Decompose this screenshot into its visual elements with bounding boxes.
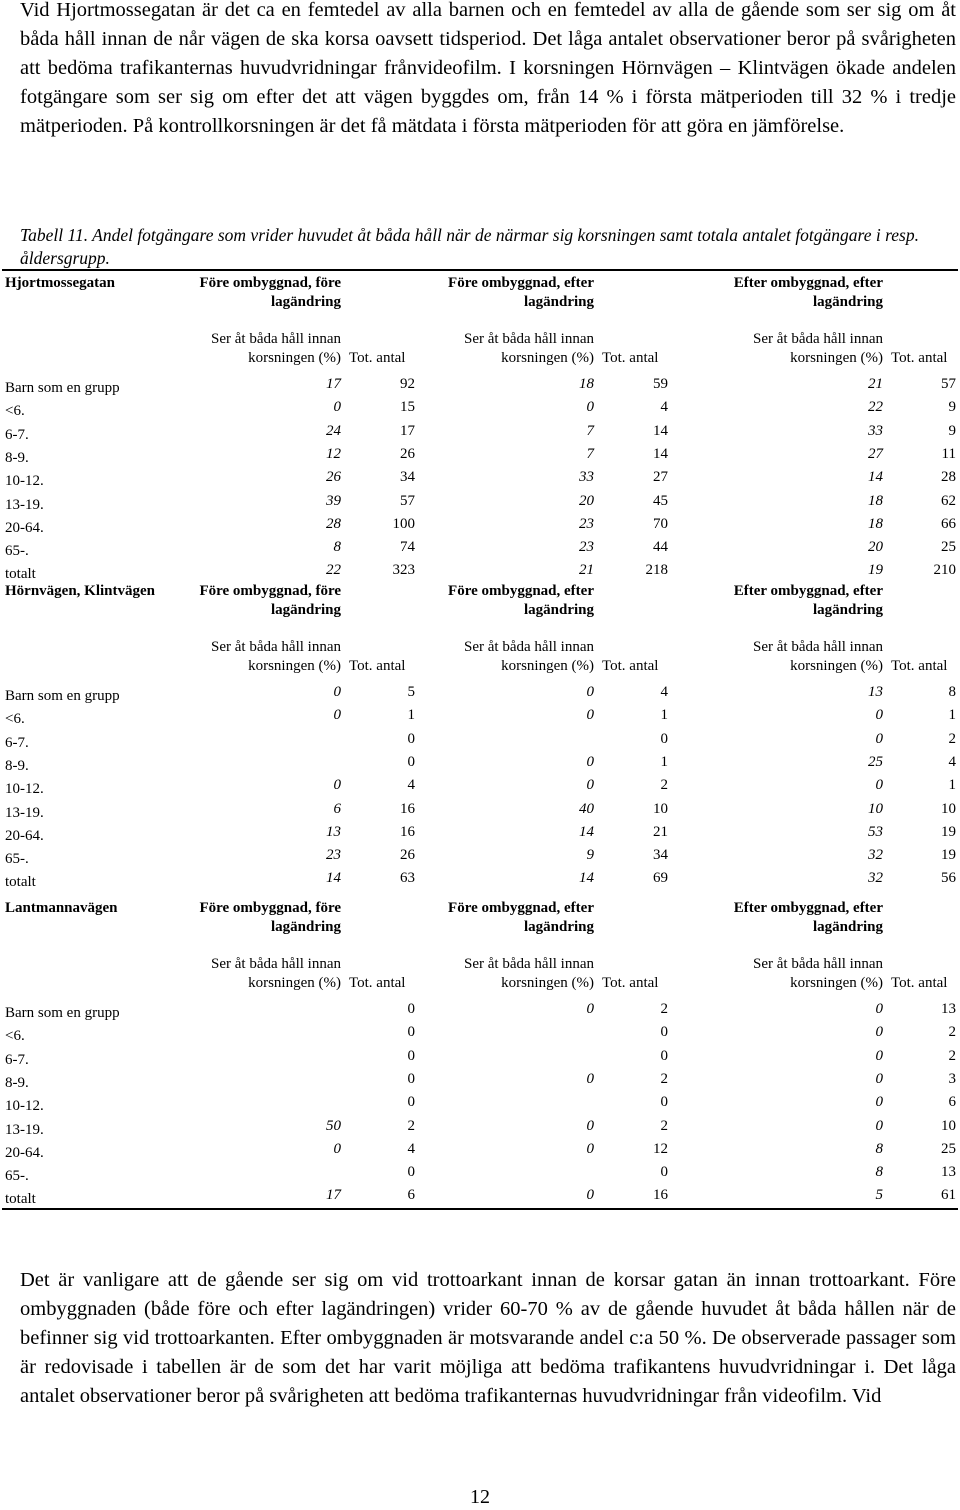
- table-row: [0, 375, 960, 398]
- table-row: [0, 823, 960, 846]
- row-label: 20-64.: [5, 519, 44, 536]
- total-cell: 1: [660, 753, 668, 770]
- row-label: totalt: [5, 1191, 36, 1208]
- share-cell: 0: [333, 777, 341, 794]
- share-cell: 39: [326, 492, 341, 509]
- table-row: [0, 538, 960, 561]
- row-label: Barn som en grupp: [5, 380, 120, 396]
- total-cell: 26: [400, 847, 415, 864]
- section-name: Lantmannavägen: [5, 900, 118, 916]
- total-cell: 14: [653, 445, 668, 462]
- share-cell: 0: [586, 1070, 594, 1087]
- total-cell: 0: [407, 730, 415, 747]
- total-cell: 56: [941, 870, 956, 887]
- total-cell: 13: [941, 1164, 956, 1181]
- share-cell: 13: [868, 684, 883, 700]
- total-cell: 1: [948, 707, 956, 724]
- total-cell: 28: [941, 469, 956, 486]
- total-cell: 25: [941, 1140, 956, 1157]
- share-column-header: Ser åt båda håll innan korsningen (%): [464, 639, 594, 674]
- share-cell: 19: [868, 562, 883, 579]
- total-cell: 44: [653, 539, 668, 556]
- share-cell: 0: [875, 777, 883, 794]
- row-label: 13-19.: [5, 804, 44, 821]
- total-cell: 21: [653, 823, 668, 840]
- total-cell: 14: [653, 422, 668, 439]
- total-cell: 10: [941, 1117, 956, 1134]
- total-cell: 45: [653, 492, 668, 509]
- row-label: 8-9.: [5, 757, 29, 774]
- total-cell: 16: [400, 823, 415, 840]
- total-cell: 0: [407, 1164, 415, 1181]
- total-cell: 61: [941, 1187, 956, 1204]
- row-label: 13-19.: [5, 1121, 44, 1138]
- total-column-header: Tot. antal: [602, 975, 659, 991]
- total-cell: 19: [941, 823, 956, 840]
- total-cell: 0: [407, 1070, 415, 1087]
- share-column-header: Ser åt båda håll innan korsningen (%): [753, 639, 883, 674]
- share-cell: 27: [868, 445, 883, 462]
- share-cell: 32: [868, 870, 883, 887]
- total-column-header: Tot. antal: [891, 350, 948, 366]
- total-cell: 2: [948, 1024, 956, 1041]
- total-cell: 70: [653, 515, 668, 532]
- total-cell: 11: [941, 445, 956, 462]
- share-cell: 0: [586, 777, 594, 794]
- total-cell: 1: [948, 777, 956, 794]
- total-cell: 16: [400, 800, 415, 817]
- intro-paragraph: Vid Hjortmossegatan är det ca en femtedel av alla barnen och en femtedel av alla de gående som ser sig om åt båda håll innan de når vägen de ska korsa oavsett tidsperiod. Det låga antalet observationer beror på svårigheten att bedöma trafikanternas huvudvridningar frånvideofilm. I korsningen Hörnvägen – Klintvägen ökade andelen fotgängare som ser sig om efter det att vägen byggdes om, från 14 % i första mätperioden till 32 % i tredje mätperioden. På kontrollkorsningen är det få mätdata i första mätperioden för att göra en jämförelse.: [20, 0, 956, 137]
- row-label: 6-7.: [5, 1051, 29, 1068]
- total-cell: 4: [407, 1140, 415, 1157]
- share-cell: 0: [875, 1070, 883, 1087]
- total-cell: 210: [933, 562, 956, 579]
- share-cell: 40: [579, 800, 594, 817]
- total-cell: 2: [948, 730, 956, 747]
- share-column-header: Ser åt båda håll innan korsningen (%): [464, 956, 594, 991]
- table-row: [0, 753, 960, 776]
- total-cell: 9: [948, 422, 956, 439]
- share-cell: 0: [586, 399, 594, 416]
- section-name: Hjortmossegatan: [5, 275, 115, 291]
- total-cell: 57: [941, 376, 956, 392]
- total-cell: 74: [400, 539, 415, 556]
- total-cell: 19: [941, 847, 956, 864]
- table-row: [0, 398, 960, 421]
- section-header: [0, 578, 960, 674]
- share-column-header: Ser åt båda håll innan korsningen (%): [753, 956, 883, 991]
- section-header: [0, 895, 960, 991]
- body-paragraph: Det är vanligare att de gående ser sig om vid trottoarkant innan de korsar gatan än innan trottoarkant. Före ombyggnaden (både före och efter lagändringen) vrider 60-70 % av de gående huvudet åt båda hållen när de befinner sig vid trottoarkanten. Efter ombyggnaden är motsvarande andel c:a 50 %. De observerade passager som är redovisade i tabellen är de som det har varit möjliga att bedöma trafikantens huvudvridningar i. Det låga antalet observationer beror på svårigheten att bedöma trafikanternas huvudvridningar från videofilm. Vid: [20, 1269, 956, 1407]
- share-cell: 20: [868, 539, 883, 556]
- row-label: 8-9.: [5, 449, 29, 466]
- total-column-header: Tot. antal: [891, 975, 948, 991]
- total-cell: 63: [400, 870, 415, 887]
- table-row: [0, 730, 960, 753]
- table-caption: Tabell 11. Andel fotgängare som vrider huvudet åt båda håll när de närmar sig korsningen samt totala antalet fotgängare i resp. åldersgrupp.: [20, 225, 919, 268]
- total-cell: 0: [660, 1024, 668, 1041]
- row-label: Barn som en grupp: [5, 688, 120, 704]
- total-cell: 0: [407, 753, 415, 770]
- period-header: Efter ombyggnad, efter lagändring: [733, 583, 883, 618]
- total-cell: 4: [948, 753, 956, 770]
- share-column-header: Ser åt båda håll innan korsningen (%): [464, 331, 594, 366]
- share-cell: 22: [326, 562, 341, 579]
- table-row: [0, 800, 960, 823]
- total-cell: 100: [392, 515, 415, 532]
- share-cell: 0: [875, 1094, 883, 1111]
- total-cell: 3: [948, 1070, 956, 1087]
- total-column-header: Tot. antal: [349, 975, 406, 991]
- period-header: Före ombyggnad, före lagändring: [199, 900, 341, 935]
- row-label: 13-19.: [5, 496, 44, 513]
- table-row: [0, 1047, 960, 1070]
- share-cell: 10: [868, 800, 883, 817]
- total-cell: 25: [941, 539, 956, 556]
- share-cell: 6: [333, 800, 341, 817]
- share-cell: 23: [326, 847, 341, 864]
- share-cell: 0: [586, 1187, 594, 1204]
- total-cell: 6: [407, 1187, 415, 1204]
- total-cell: 92: [400, 376, 415, 392]
- share-cell: 21: [868, 376, 883, 392]
- share-cell: 25: [868, 753, 883, 770]
- share-cell: 22: [868, 399, 883, 416]
- table-row: [0, 422, 960, 445]
- total-cell: 2: [660, 1117, 668, 1134]
- period-header: Före ombyggnad, efter lagändring: [448, 275, 594, 310]
- total-cell: 0: [407, 1001, 415, 1017]
- total-cell: 13: [941, 1001, 956, 1017]
- total-cell: 59: [653, 376, 668, 392]
- total-cell: 2: [660, 777, 668, 794]
- share-cell: 5: [875, 1187, 883, 1204]
- share-cell: 0: [333, 399, 341, 416]
- share-cell: 7: [586, 422, 594, 439]
- total-cell: 0: [407, 1024, 415, 1041]
- table-row: [0, 1000, 960, 1023]
- share-cell: 14: [579, 823, 594, 840]
- row-label: totalt: [5, 874, 36, 891]
- period-header: Efter ombyggnad, efter lagändring: [733, 900, 883, 935]
- total-cell: 26: [400, 445, 415, 462]
- table-row: [0, 683, 960, 706]
- share-cell: 0: [586, 1001, 594, 1017]
- share-cell: 21: [579, 562, 594, 579]
- share-cell: 8: [875, 1164, 883, 1181]
- share-cell: 26: [326, 469, 341, 486]
- share-cell: 18: [579, 376, 594, 392]
- share-cell: 14: [579, 870, 594, 887]
- row-label: totalt: [5, 566, 36, 583]
- share-cell: 14: [326, 870, 341, 887]
- total-cell: 66: [941, 515, 956, 532]
- total-cell: 0: [660, 1164, 668, 1181]
- row-label: 10-12.: [5, 781, 44, 798]
- total-cell: 323: [392, 562, 415, 579]
- share-cell: 0: [875, 1024, 883, 1041]
- row-label: 8-9.: [5, 1074, 29, 1091]
- share-cell: 18: [868, 515, 883, 532]
- section-header: [0, 270, 960, 366]
- total-cell: 4: [407, 777, 415, 794]
- share-cell: 17: [326, 376, 341, 392]
- share-cell: 50: [326, 1117, 341, 1134]
- total-cell: 2: [407, 1117, 415, 1134]
- total-cell: 1: [660, 707, 668, 724]
- table-row: [0, 445, 960, 468]
- row-label: 6-7.: [5, 426, 29, 443]
- row-label: 10-12.: [5, 473, 44, 490]
- share-cell: 13: [326, 823, 341, 840]
- share-cell: 24: [326, 422, 341, 439]
- total-cell: 34: [653, 847, 668, 864]
- share-cell: 9: [586, 847, 594, 864]
- total-cell: 27: [653, 469, 668, 486]
- share-cell: 33: [579, 469, 594, 486]
- share-cell: 7: [586, 445, 594, 462]
- total-cell: 12: [653, 1140, 668, 1157]
- total-cell: 0: [660, 1047, 668, 1064]
- share-column-header: Ser åt båda håll innan korsningen (%): [211, 639, 341, 674]
- row-label: 20-64.: [5, 1144, 44, 1161]
- total-cell: 8: [948, 684, 956, 700]
- total-cell: 0: [407, 1094, 415, 1111]
- table-row: [0, 1117, 960, 1140]
- share-cell: 0: [875, 1001, 883, 1017]
- period-header: Före ombyggnad, efter lagändring: [448, 583, 594, 618]
- share-cell: 53: [868, 823, 883, 840]
- share-cell: 0: [586, 1140, 594, 1157]
- table-row: [0, 515, 960, 538]
- total-column-header: Tot. antal: [602, 658, 659, 674]
- total-column-header: Tot. antal: [602, 350, 659, 366]
- table-row: [0, 1140, 960, 1163]
- total-cell: 57: [400, 492, 415, 509]
- share-cell: 0: [875, 1047, 883, 1064]
- table-row: [0, 1163, 960, 1186]
- total-cell: 10: [653, 800, 668, 817]
- row-label: <6.: [5, 403, 25, 420]
- total-cell: 34: [400, 469, 415, 486]
- table-row: [0, 1093, 960, 1116]
- share-cell: 0: [586, 753, 594, 770]
- total-cell: 16: [653, 1187, 668, 1204]
- total-cell: 1: [407, 707, 415, 724]
- page-number: 12: [470, 1486, 490, 1508]
- period-header: Före ombyggnad, före lagändring: [199, 275, 341, 310]
- total-cell: 218: [645, 562, 668, 579]
- table-row: [0, 869, 960, 892]
- share-cell: 0: [333, 684, 341, 700]
- share-cell: 0: [586, 684, 594, 700]
- total-cell: 10: [941, 800, 956, 817]
- table-row: [0, 1186, 960, 1209]
- share-cell: 20: [579, 492, 594, 509]
- period-header: Före ombyggnad, före lagändring: [199, 583, 341, 618]
- table-bottom-rule: [2, 1208, 958, 1210]
- share-cell: 23: [579, 515, 594, 532]
- total-cell: 4: [660, 684, 668, 700]
- share-cell: 0: [586, 707, 594, 724]
- share-column-header: Ser åt båda håll innan korsningen (%): [211, 956, 341, 991]
- share-cell: 12: [326, 445, 341, 462]
- share-cell: 33: [868, 422, 883, 439]
- share-cell: 23: [579, 539, 594, 556]
- share-cell: 28: [326, 515, 341, 532]
- row-label: 65-.: [5, 1168, 29, 1185]
- period-header: Efter ombyggnad, efter lagändring: [733, 275, 883, 310]
- table-row: [0, 1070, 960, 1093]
- share-cell: 0: [875, 1117, 883, 1134]
- row-label: 6-7.: [5, 734, 29, 751]
- total-cell: 15: [400, 399, 415, 416]
- row-label: 65-.: [5, 851, 29, 868]
- table-row: [0, 846, 960, 869]
- total-cell: 9: [948, 399, 956, 416]
- table-row: [0, 492, 960, 515]
- table-row: [0, 1023, 960, 1046]
- share-cell: 8: [333, 539, 341, 556]
- share-cell: 18: [868, 492, 883, 509]
- table-row: [0, 706, 960, 729]
- share-cell: 8: [875, 1140, 883, 1157]
- total-column-header: Tot. antal: [349, 658, 406, 674]
- share-cell: 32: [868, 847, 883, 864]
- row-label: Barn som en grupp: [5, 1005, 120, 1021]
- total-cell: 2: [660, 1070, 668, 1087]
- share-cell: 14: [868, 469, 883, 486]
- share-cell: 0: [875, 730, 883, 747]
- total-column-header: Tot. antal: [349, 350, 406, 366]
- share-cell: 17: [326, 1187, 341, 1204]
- total-cell: 2: [660, 1001, 668, 1017]
- total-cell: 2: [948, 1047, 956, 1064]
- total-cell: 5: [407, 684, 415, 700]
- total-cell: 0: [660, 730, 668, 747]
- share-cell: 0: [586, 1117, 594, 1134]
- row-label: 20-64.: [5, 827, 44, 844]
- row-label: <6.: [5, 1028, 25, 1045]
- row-label: <6.: [5, 711, 25, 728]
- period-header: Före ombyggnad, efter lagändring: [448, 900, 594, 935]
- share-column-header: Ser åt båda håll innan korsningen (%): [753, 331, 883, 366]
- total-cell: 0: [407, 1047, 415, 1064]
- total-column-header: Tot. antal: [891, 658, 948, 674]
- total-cell: 6: [948, 1094, 956, 1111]
- table-row: [0, 776, 960, 799]
- row-label: 65-.: [5, 543, 29, 560]
- total-cell: 17: [400, 422, 415, 439]
- share-cell: 0: [875, 707, 883, 724]
- table-row: [0, 468, 960, 491]
- share-column-header: Ser åt båda håll innan korsningen (%): [211, 331, 341, 366]
- total-cell: 69: [653, 870, 668, 887]
- total-cell: 62: [941, 492, 956, 509]
- share-cell: 0: [333, 1140, 341, 1157]
- share-cell: 0: [333, 707, 341, 724]
- row-label: 10-12.: [5, 1098, 44, 1115]
- section-name: Hörnvägen, Klintvägen: [5, 583, 156, 599]
- total-cell: 0: [660, 1094, 668, 1111]
- total-cell: 4: [660, 399, 668, 416]
